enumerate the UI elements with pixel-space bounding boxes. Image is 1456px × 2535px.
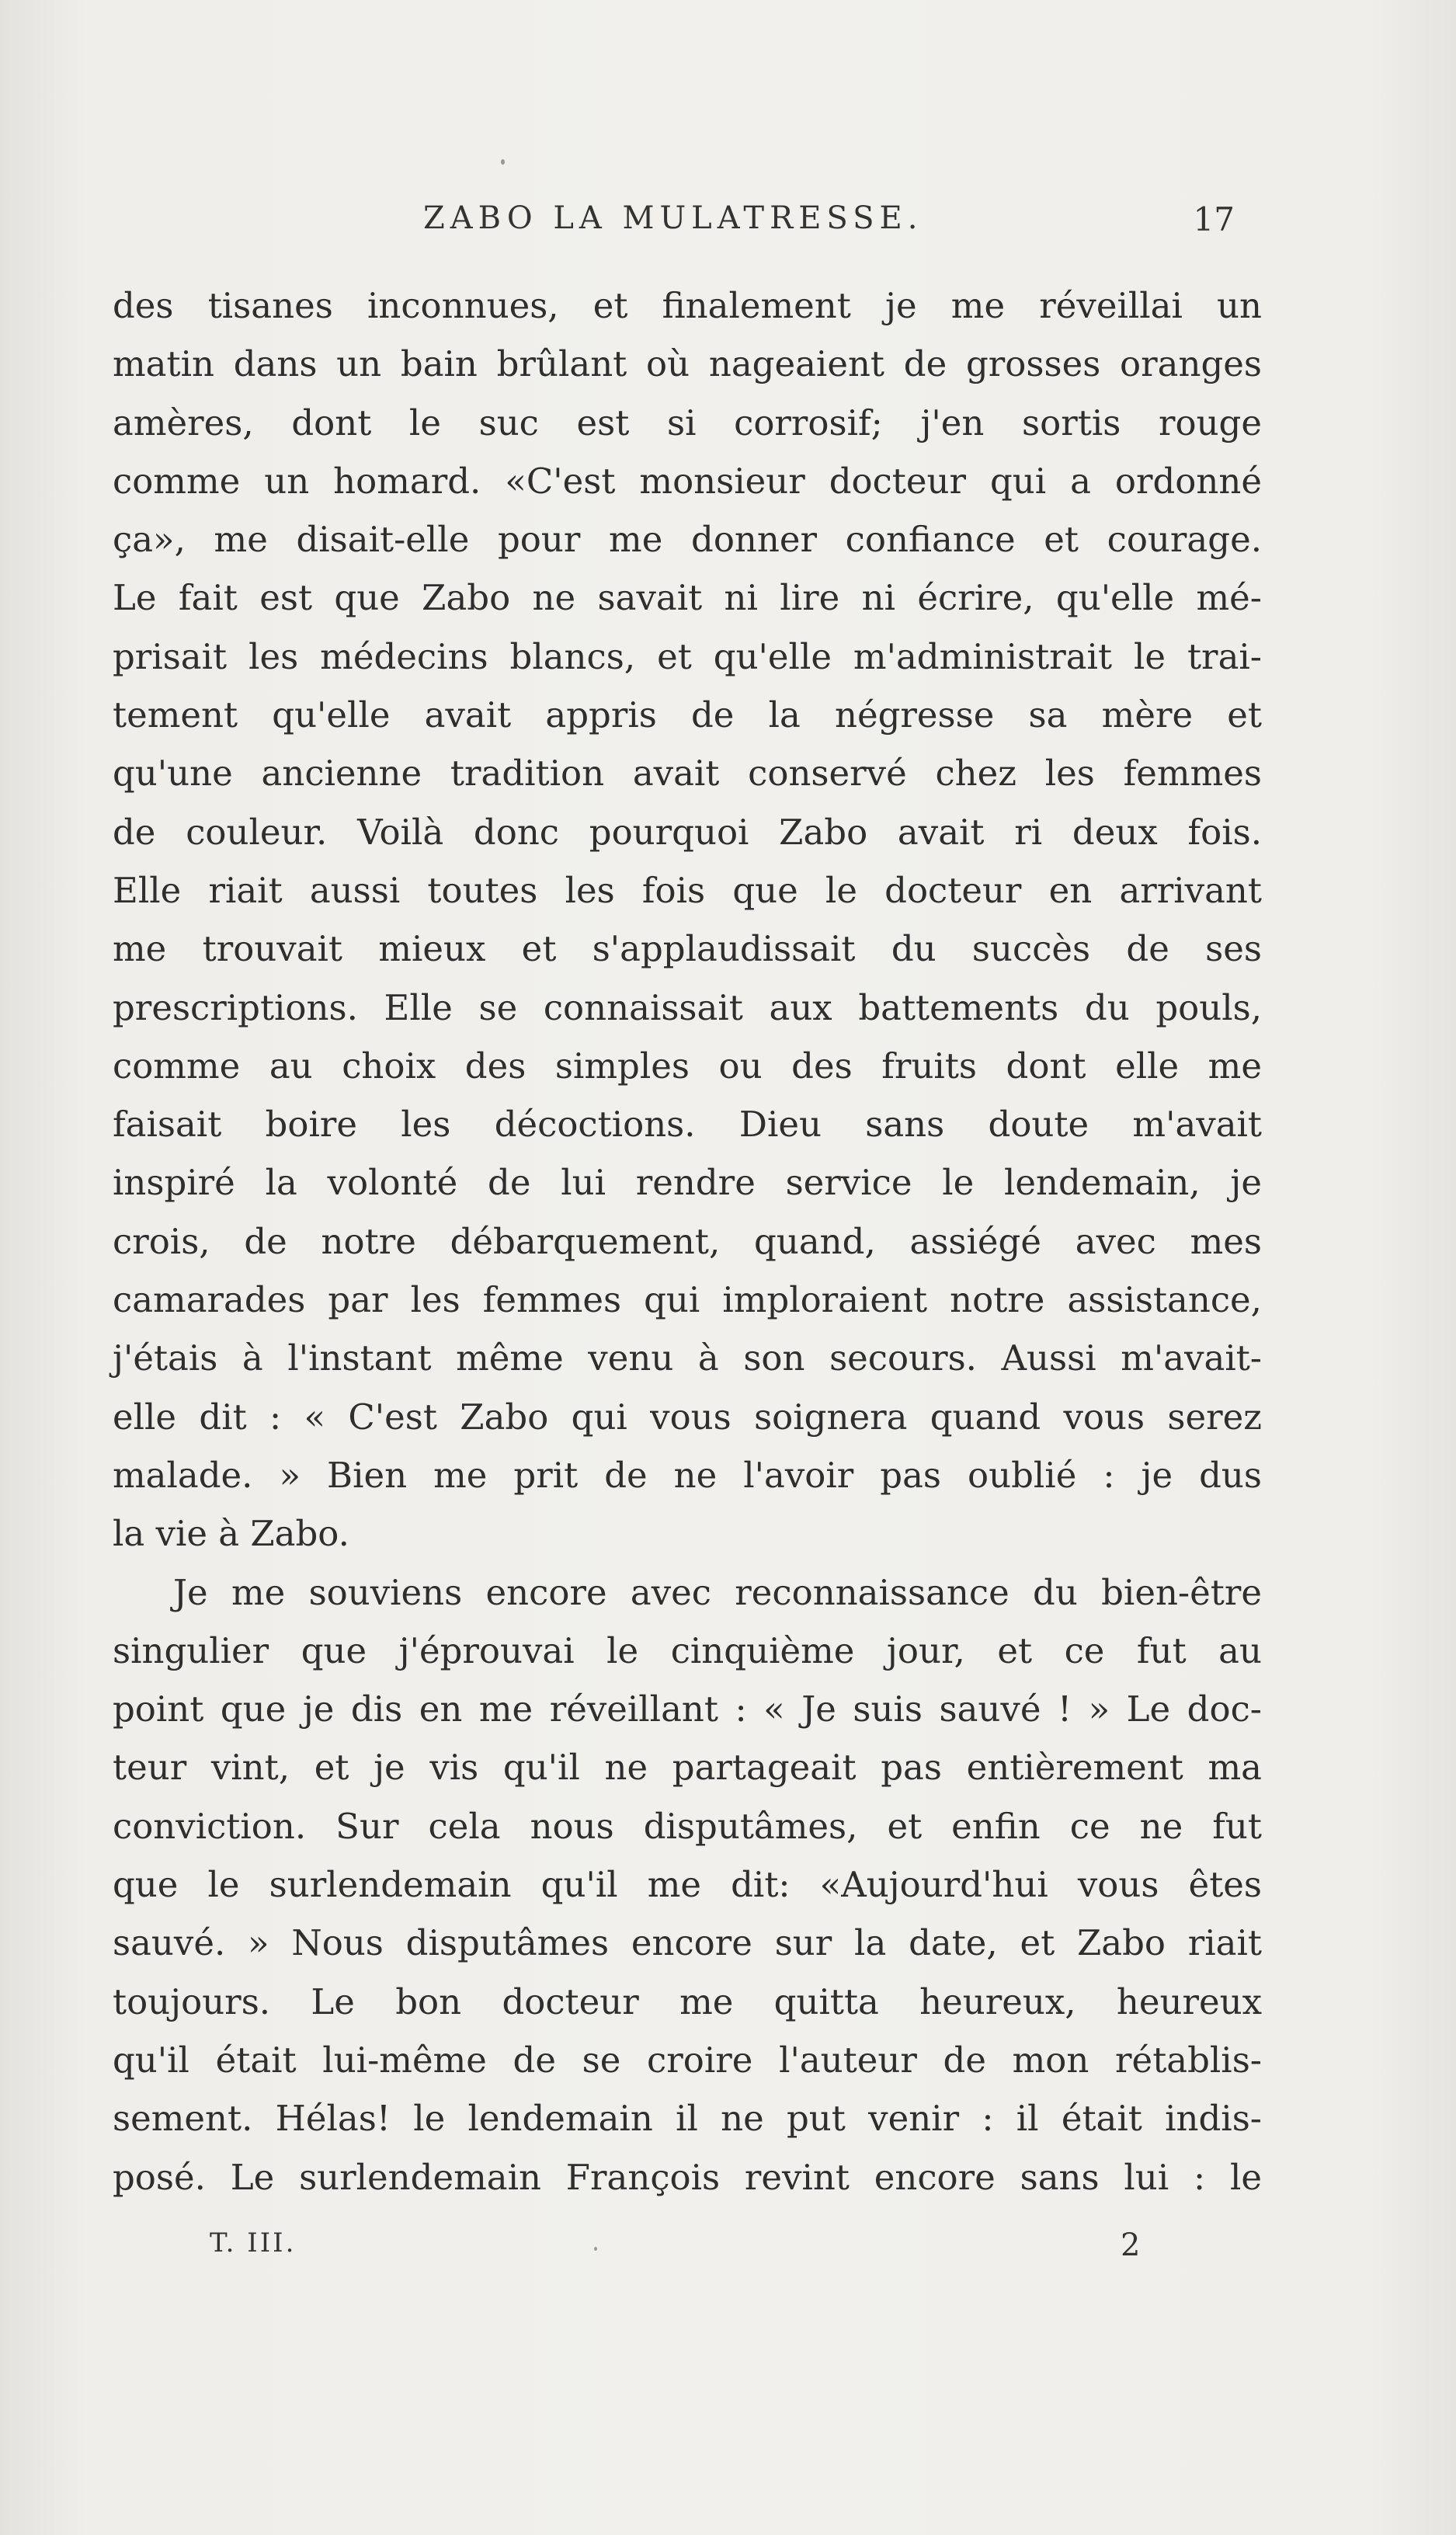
text-line: Elle riait aussi toutes les fois que le docteur en arrivant — [113, 869, 1262, 911]
text-line: la vie à Zabo. — [113, 1513, 349, 1555]
text-line: faisait boire les décoctions. Dieu sans doute m'avait — [113, 1104, 1262, 1146]
text-line: comme un homard. «C'est monsieur docteur qui a ordonné — [113, 460, 1262, 502]
page-number: 17 — [1193, 200, 1235, 238]
text-line: me trouvait mieux et s'applaudissait du succès de ses — [113, 928, 1262, 970]
text-line: elle dit : « C'est Zabo qui vous soignera quand vous serez — [113, 1396, 1262, 1438]
text-line: qu'il était lui-même de se croire l'auteur de mon rétablis- — [113, 2039, 1262, 2081]
text-line: sement. Hélas! le lendemain il ne put venir : il était indis- — [113, 2098, 1262, 2140]
text-line: teur vint, et je vis qu'il ne partageait pas entièrement ma — [113, 1747, 1262, 1789]
text-line: singulier que j'éprouvai le cinquième jour, et ce fut au — [113, 1629, 1262, 1671]
text-line: comme au choix des simples ou des fruits dont elle me — [113, 1045, 1262, 1087]
text-line: qu'une ancienne tradition avait conservé chez les femmes — [113, 753, 1262, 795]
text-line: que le surlendemain qu'il me dit: «Aujourd'hui vous êtes — [113, 1864, 1262, 1906]
page-footer — [210, 2227, 1157, 2274]
text-line: j'étais à l'instant même venu à son secours. Aussi m'avait- — [113, 1337, 1262, 1379]
signature-mark: T. III. — [210, 2227, 297, 2259]
running-title: ZABO LA MULATRESSE. — [423, 200, 923, 236]
ink-speck — [501, 159, 505, 165]
text-line: malade. » Bien me prit de ne l'avoir pas oublié : je dus — [113, 1454, 1262, 1496]
text-line: posé. Le surlendemain François revint encore sans lui : le — [113, 2156, 1262, 2198]
text-line: Le fait est que Zabo ne savait ni lire ni écrire, qu'elle mé- — [113, 577, 1262, 619]
text-line: amères, dont le suc est si corrosif; j'en sortis rouge — [113, 402, 1262, 443]
text-line: prisait les médecins blancs, et qu'elle m'administrait le trai- — [113, 635, 1262, 677]
text-line: point que je dis en me réveillant : « Je suis sauvé ! » Le doc- — [113, 1688, 1262, 1730]
paragraph — [113, 276, 1262, 1563]
text-line: sauvé. » Nous disputâmes encore sur la date, et Zabo riait — [113, 1922, 1262, 1964]
text-line: prescriptions. Elle se connaissait aux battements du pouls, — [113, 986, 1262, 1028]
running-head — [116, 200, 1235, 247]
signature-number: 2 — [1121, 2227, 1141, 2263]
text-line: conviction. Sur cela nous disputâmes, et enfin ce ne fut — [113, 1805, 1262, 1847]
text-line: Je me souviens encore avec reconnaissance du bien-être — [173, 1571, 1262, 1613]
text-line: des tisanes inconnues, et finalement je me réveillai un — [113, 285, 1262, 326]
text-line: tement qu'elle avait appris de la négresse sa mère et — [113, 694, 1262, 736]
text-line: crois, de notre débarquement, quand, assiégé avec mes — [113, 1220, 1262, 1262]
text-line: camarades par les femmes qui imploraient notre assistance, — [113, 1279, 1262, 1321]
text-line: inspiré la volonté de lui rendre service le lendemain, je — [113, 1162, 1262, 1204]
text-line: de couleur. Voilà donc pourquoi Zabo avait ri deux fois. — [113, 811, 1262, 853]
text-line: matin dans un bain brûlant où nageaient de grosses oranges — [113, 343, 1262, 385]
text-line: ça», me disait-elle pour me donner confiance et courage. — [113, 519, 1262, 561]
text-line: toujours. Le bon docteur me quitta heureux, heureux — [113, 1980, 1262, 2022]
body-text — [113, 276, 1262, 2206]
paragraph — [113, 1563, 1262, 2206]
